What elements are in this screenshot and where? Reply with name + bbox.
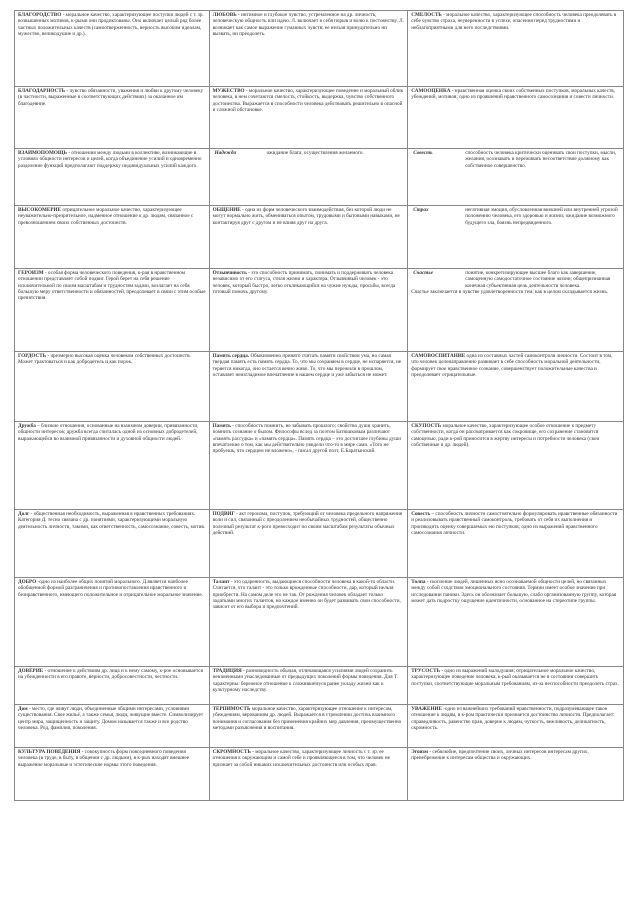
glossary-cell: [408, 206, 624, 269]
glossary-definition: - нравственная оценка своих собственных поступков, моральных качеств, убеждений, мотивов; одно из проявлений нравственного самосознания и совести личности.: [411, 88, 616, 101]
table-row: [15, 705, 624, 748]
glossary-cell: [408, 149, 624, 206]
glossary-definition: -одно из наиболее общих понятий морального. Д.является наиболее обобщенной формой разграничения и противопоставления нравственного и безнравственного, имеющего положительное и отрицательное моральное значение.: [18, 579, 203, 598]
glossary-term: Дом: [18, 706, 28, 712]
glossary-definition: - чувство обязанности, уважения и любви к другому человеку (в частности, выраженные в соответствующих действиях) за оказанное им благодеяние.: [18, 88, 204, 107]
glossary-cell: [209, 11, 408, 87]
glossary-cell: [408, 667, 624, 705]
glossary-term: ВЫСОКОМЕРИЕ: [18, 207, 62, 213]
glossary-cell: [408, 87, 624, 149]
glossary-cell: [15, 422, 210, 510]
glossary-definition: - особая форма человеческого поведения, к-рая в нравственном отношении представляет собой подвиг. Герой берет на себя решение исключительной по своим масштабам и трудностям задачи, возлагает на себя большую меру ответственности и обязанностей, преодолевает в связи с этим особые препятствия.: [18, 270, 206, 302]
glossary-term: Страх: [413, 207, 429, 213]
glossary-cell: [408, 705, 624, 748]
glossary-term: ТЕРПИМОСТЬ: [212, 706, 251, 712]
glossary-definition: - разновидность обычая, отличающаяся усилиями людей сохранить неизменными унаследованные от предыдущих поколений формы поведения. Для Т. характерны: бережное отношение к сложившемуся ранее укладу жизни как к культурному наследству.: [212, 668, 398, 693]
glossary-term: СКУПОСТЬ: [411, 423, 442, 429]
glossary-cell: [408, 269, 624, 352]
glossary-cell: [408, 510, 624, 578]
table-row: [15, 149, 624, 206]
glossary-cell: [15, 206, 210, 269]
glossary-term: БЛАГОРОДСТВО: [18, 12, 62, 18]
glossary-cell: [209, 422, 408, 510]
ethics-glossary-table: [14, 10, 624, 801]
glossary-definition: - это способность принимать, понимать и поддерживать человека независимо от его статуса, стиля жизни и характера. Отзывчивый человек - это человек, который быстро, легко откликающийся на чужие нужды, просьбы, всегда готовый помочь другому.: [212, 270, 396, 295]
glossary-definition: - отношения между людьми в коллективе, возникающие в условиях общности интересов и целей, когда объединение усилий и одновременно разделение функций предполагают поддержку индивидуальных усилий каждого.: [18, 150, 202, 169]
glossary-term: САМОВОСПИТАНИЕ: [411, 353, 466, 359]
glossary-cell: [15, 510, 210, 578]
glossary-definition: - интимное и глубокое чувство, устремленное на др. личность, человеческую общность или идею. Л. включает в себя порыв и волю к постоянству. Л. возникает как самое выражение гуманных чувств; ее нельзя принудительно ни вызвать, ни преодолеть.: [212, 12, 404, 37]
glossary-cell: [209, 269, 408, 352]
glossary-cell: [15, 87, 210, 149]
glossary-definition: -одно из важнейших требований нравственности, подразумевающее такое отношение к людям, в к-ром практически признается достоинство личности. Предполагает: справедливость, равенство прав, доверие к людям, чуткость, вежливость, деликатность, скромность.: [411, 706, 615, 731]
glossary-cell: [15, 705, 210, 748]
glossary-cell: [209, 206, 408, 269]
glossary-cell: [209, 578, 408, 667]
glossary-definition: Обыкновенно принято считать памяти свойством ума, но самая твердая память есть память сердца. То, что мы сохраняем в сердце, не испаряется, не теряется никогда, оно остается вечно живо. То, что мы пережили в прошлом, оставляет неизгладимое впечатление в нашем сердце и уже забыться не может.: [212, 353, 402, 378]
glossary-term: ДОБРО: [18, 579, 37, 585]
glossary-definition: негативная эмоция, обусловленная внешней или внутренней угрозой положению человека, его здоровью и жизни; ожидание возможного будущего зла, боязнь непредвиденного.: [465, 207, 618, 226]
glossary-term: УВАЖЕНИЕ: [411, 706, 443, 712]
glossary-definition: ожидание блага, осуществления желаемого.: [266, 150, 364, 156]
glossary-term: Эгоизм: [411, 749, 429, 755]
table-row: [15, 422, 624, 510]
glossary-term: Счастье: [413, 270, 434, 276]
glossary-definition: - моральное качество, характеризующее поведение и моральный облик человека, в нем сочетаются смелость, стойкость, выдержка, чувство собственного достоинства. Выражается в способности человека действовать решительно в опасной и сложной обстановке.: [212, 88, 404, 113]
glossary-definition: моральное качество, характеризующее отношение к интересам, убеждениям, верованиям др. людей. Выражается в стремлении достичь взаимного понимания и согласования без применения крайних мер давления, преимущественно методами разъяснения и воспитания.: [212, 706, 402, 731]
glossary-cell: [15, 748, 210, 801]
glossary-definition: понятие, конкретизирующее высшее благо как завершение, самоценную самодостаточное состояние жизни; общепризнанная конечная субъективная цель деятельности человека.: [465, 270, 611, 289]
glossary-term: ДОВЕРИЕ: [18, 668, 44, 674]
glossary-term: ГЕРОИЗМ: [18, 270, 44, 276]
glossary-cell: [408, 578, 624, 667]
glossary-cell: [408, 422, 624, 510]
glossary-cell: [408, 11, 624, 87]
glossary-cell: [15, 149, 210, 206]
glossary-definition: - акт героизма, поступок, требующий от человека предельного напряжения воли и сил, связанный с преодолением необычайных трудностей, общественно полезный результат к-рого превосходит по своим масштабам результаты обычных действий.: [212, 511, 403, 536]
glossary-cell: [408, 748, 624, 801]
glossary-term: Дружба: [18, 423, 36, 429]
glossary-definition: - моральное качество, характеризующее личность с т. зр. ее отношения к окружающим и самой себе и проявляющееся в том, что человек не признает за собой никаких исключительных достоинств или особых прав.: [212, 749, 390, 768]
glossary-term: ОБЩЕНИЕ: [212, 207, 241, 213]
glossary-definition: - себялюбие, предпочтение своих, личных интересов интересам других, пренебрежение к интересам общества и окружающих.: [411, 749, 589, 762]
glossary-definition: - это одаренность, выдающиеся способности человека в какой-то области. Считается, что талант - это только врожденные способности, дар, который нельзя приобрести. На самом деле это не так. От рождения человек обладает только задатками многих талантов, но каждое именно он будет развивать свои способности, зависит от его выбора и предпочтений.: [212, 579, 401, 611]
table-row: [15, 87, 624, 149]
table-row: [15, 11, 624, 87]
table-row: [15, 206, 624, 269]
glossary-definition: - совокупность форм повседневного поведения человека (в труде, в быту, в общении с др. людьми), в к-рых находят внешнее выражение моральные и эстетические нормы этого поведения.: [18, 749, 190, 768]
glossary-term: Совесть: [413, 150, 433, 156]
glossary-definition: - способность помнить, не забывать прошлого; свойство души хранить, помнить сознание о былом. Философы вслед за поэтом Батюшковым различают «память рассудка» и «память сердца». Память сердца – это достигшее глубины души впечатление о том, как мы действительно увидели что-то в мире сами. «Того не пробуешь, что сердцем не вложено», - писал другой поэт, Е.Баратынский.: [212, 423, 402, 455]
glossary-term: Талант: [212, 579, 230, 585]
glossary-term: БЛАГОДАРНОСТЬ: [18, 88, 66, 94]
glossary-term: Надежда: [214, 150, 237, 156]
glossary-definition: - одна из форм человеческого взаимодействия, без которой люди не могут нормально жить, обмениваться опытом, трудовыми и бытовыми навыками, не контактируя друг с другом и не влияя друг на друга.: [212, 207, 400, 226]
glossary-term: Долг: [18, 511, 30, 517]
glossary-definition: - общественная необходимость, выраженная в нравственных требованиях. Категория Д. тесно связана с др. понятиями, характеризующими моральную деятельность личности, такими, как ответственность, самосознание, совесть, мотив.: [18, 511, 206, 530]
glossary-term: СМЕЛОСТЬ: [411, 12, 442, 18]
glossary-cell: [209, 667, 408, 705]
glossary-definition: - моральное качество, характеризующее поступки людей с т. зр. возвышенных мотивов, к-рыми они продиктованы. Оно включает целый ряд более частных положительных качеств (самоотверженность, верность высоким идеалам, мужество, великодушие и др.).: [18, 12, 204, 37]
glossary-definition: отрицательное моральное качество, характеризующее неуважительно-презрительное, надменное отношение к др. людям, связанное с превозношением своих собственных достоинств.: [18, 207, 194, 226]
glossary-definition: способность человека критически оценивать свои поступки, мысли, желания, осознавать и переживать несоответствие должному как собственное совершенство.: [465, 150, 617, 169]
glossary-cell: [209, 87, 408, 149]
glossary-cell: [15, 352, 210, 422]
table-row: [15, 578, 624, 667]
glossary-term: Память: [212, 423, 231, 429]
glossary-definition: – способность личности самостоятельно формулировать нравственные обязанности и реализовывать нравственный самоконтроль, требовать от себя их выполнения и производить оценку совершаемых ею поступков; одно из выражений нравственного самосознания личности.: [411, 511, 618, 536]
glossary-definition: - место, где живут люди, объединенные общими интересами, условиями существования. Свое жильё, а также семья, люди, живущие вместе. Символизирует центр мира, защищенность и защиту. Домом называется также и все родство человека. Род, фамилия, поколения.: [18, 706, 204, 731]
glossary-definition: - отношение к действиям др. лица и к нему самому, к-рое основывается на убежденности в его правоте, верности, добросовестности, честности.: [18, 668, 203, 681]
glossary-definition: – близкие отношения, основанные на взаимном доверии, привязанности, общности интересов; дружба всегда считалась одной из основных добродетелей, выражающейся во взаимной привязанности и духовной общности людей.: [18, 423, 199, 442]
glossary-term: САМООЦЕНКА: [411, 88, 451, 94]
glossary-definition: - одно из выражений малодушия; отрицательное моральное качество, характеризующее поведение человека, к-рый оказывается не в состоянии совершить поступки, соответствующие моральным требованиям, из-за неспособности преодолеть страх.: [411, 668, 619, 687]
table-row: [15, 510, 624, 578]
glossary-cell: [15, 269, 210, 352]
glossary-definition: одна из составных частей самоконтроля личности. Состоит в том, что человек целенаправленно развивает в себе способность моральной деятельности, формирует свое нравственное сознание, совершенствует положительные качества и преодолевает отрицательные.: [411, 353, 613, 378]
glossary-cell: [209, 510, 408, 578]
glossary-cell: [209, 705, 408, 748]
glossary-term: ТРУСОСТЬ: [411, 668, 441, 674]
glossary-term: МУЖЕСТВО: [212, 88, 245, 94]
glossary-term: ПОДВИГ: [212, 511, 235, 517]
glossary-term: Толпа: [411, 579, 426, 585]
glossary-definition: - скопление людей, лишенных ясно осознаваемой общности целей, но связанных между собой сходством эмоционального состояния. Термин имеет особое значение при исследовании паники. Здесь он обозначает большую, слабо организованную группу, которая может дать подростку ощущение идентичности, основанное на стереотипе группы.: [411, 579, 617, 604]
glossary-term: ЛЮБОВЬ: [212, 12, 237, 18]
glossary-cell: [15, 11, 210, 87]
glossary-term: ГОРДОСТЬ: [18, 353, 47, 359]
glossary-term: Память сердца.: [212, 353, 250, 359]
glossary-term: КУЛЬТУРА ПОВЕДЕНИЯ: [18, 749, 81, 755]
glossary-term: Отзывчивость: [212, 270, 247, 276]
glossary-term: ВЗАИМОПОМОЩЬ: [18, 150, 68, 156]
glossary-definition: - чрезмерно высокая оценка человеком собственных достоинств. Может трактоваться и как добродетель и как порок.: [18, 353, 191, 366]
glossary-term: СКРОМНОСТЬ: [212, 749, 251, 755]
glossary-cell: [209, 149, 408, 206]
table-row: [15, 269, 624, 352]
glossary-definition: моральное качество, характеризующее особое отношение к предмету собственности, когда он рассматривается как сокровище, его сохранение становится самоцелью, ради к-рой приносится в жертву интересы и потребности человека (свои собственные и др. людей).: [411, 423, 600, 448]
glossary-cell: [209, 748, 408, 801]
table-row: [15, 352, 624, 422]
glossary-definition: - моральное качество, характеризующее способность человека преодолевать в себе чувство страха, неуверенности в успехе, опасения перед трудностями и неблагоприятными для него последствиями.: [411, 12, 617, 31]
glossary-term: Совесть: [411, 511, 431, 517]
glossary-cell: [15, 667, 210, 705]
glossary-cell: [15, 578, 210, 667]
table-row: [15, 748, 624, 801]
glossary-term: ТРАДИЦИЯ: [212, 668, 242, 674]
glossary-note: Счастье заключается в чувстве удовлетворенности тем, как в целом складывается жизнь.: [411, 288, 609, 295]
glossary-cell: [408, 352, 624, 422]
glossary-cell: [209, 352, 408, 422]
table-row: [15, 667, 624, 705]
